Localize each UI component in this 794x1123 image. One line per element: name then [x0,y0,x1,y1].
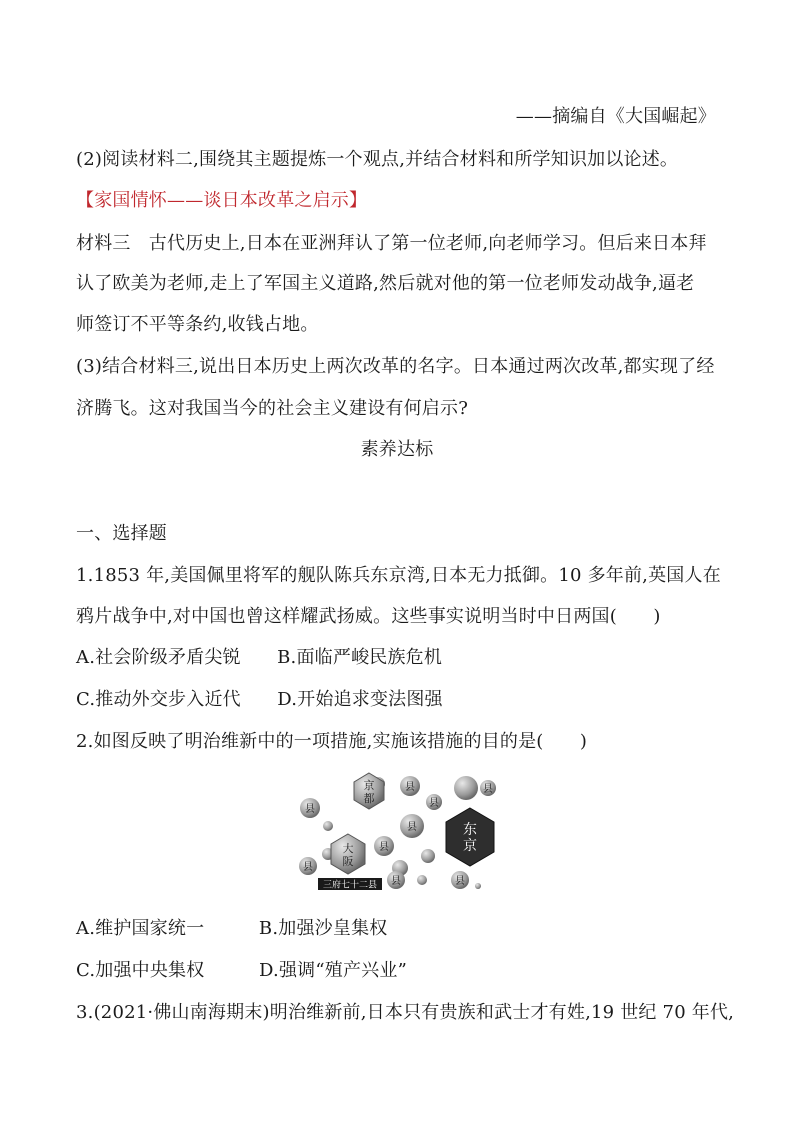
question-2-instruction: (2)阅读材料二,围绕其主题提炼一个观点,并结合材料和所学知识加以论述。 [76,149,679,170]
tokyo-hexagon [446,808,494,866]
prefecture-banner [318,878,382,891]
svg-text:京都: 京都 [363,779,375,805]
section-choice-heading: 一、选择题 [76,523,167,544]
q2-options-row-1: A.维护国家统一 B.加强沙皇集权 [76,918,388,939]
svg-text:县: 县 [391,876,401,887]
svg-text:县: 县 [305,804,315,815]
q1-stem-line-1: 1.1853 年,美国佩里将军的舰队陈兵东京湾,日本无力抵御。10 多年前,英国人在 [76,565,721,586]
q3-stem-line-1: 3.(2021·佛山南海期末)明治维新前,日本只有贵族和武士才有姓,19 世纪 70 年代, [76,1002,735,1023]
osaka-hexagon [331,834,365,874]
svg-text:县: 县 [405,782,415,793]
question-3-line-1: (3)结合材料三,说出日本历史上两次改革的名字。日本通过两次改革,都实现了经 [76,356,715,377]
section-heading: 【家国情怀——谈日本改革之启示】 [76,190,368,211]
svg-text:东京: 东京 [463,822,477,854]
material-3-line-1: 材料三 古代历史上,日本在亚洲拜认了第一位老师,向老师学习。但后来日本拜 [76,233,707,254]
material-3-line-2: 认了欧美为老师,走上了军国主义道路,然后就对他的第一位老师发动战争,逼老 [76,273,695,294]
question-3-line-2: 济腾飞。这对我国当今的社会主义建设有何启示? [76,398,469,419]
svg-text:三府七十二县: 三府七十二县 [322,880,378,891]
prefecture-figure [290,768,504,893]
q2-options-row-2: C.加强中央集权 D.强调“殖产兴业” [76,960,407,981]
part-title: 素养达标 [360,439,434,460]
material-3-line-3: 师签订不平等条约,收钱占地。 [76,314,319,335]
source-citation: ——摘编自《大国崛起》 [515,106,716,127]
svg-text:县: 县 [379,842,389,853]
q2-stem: 2.如图反映了明治维新中的一项措施,实施该措施的目的是( ) [76,731,588,752]
svg-text:县: 县 [455,876,465,887]
q1-stem-line-2: 鸦片战争中,对中国也曾这样耀武扬威。这些事实说明当时中日两国( ) [76,606,661,627]
svg-text:大阪: 大阪 [342,842,354,868]
q1-options-row-2: C.推动外交步入近代 D.开始追求变法图强 [76,689,443,710]
svg-text:县: 县 [429,798,439,809]
q1-options-row-1: A.社会阶级矛盾尖锐 B.面临严峻民族危机 [76,647,443,668]
svg-text:县: 县 [303,862,313,873]
svg-text:县: 县 [407,822,417,833]
svg-text:县: 县 [483,784,493,795]
